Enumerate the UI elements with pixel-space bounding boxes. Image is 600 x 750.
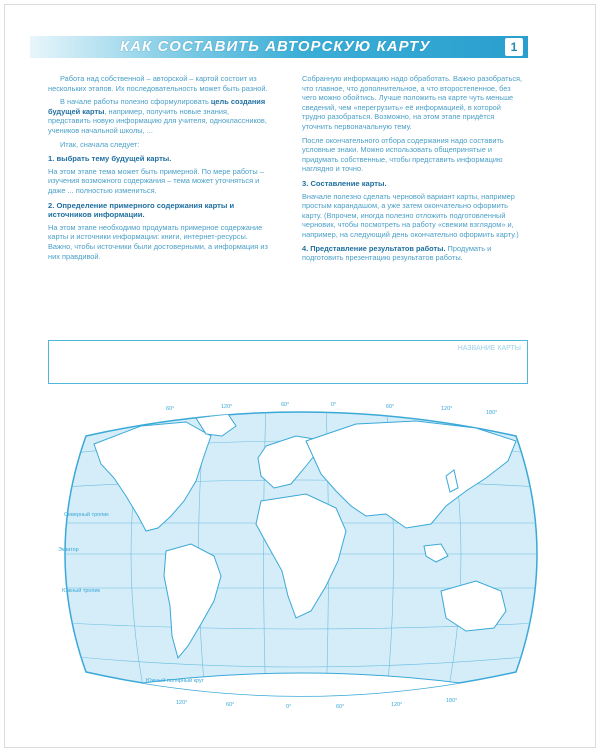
step3-text: Вначале полезно сделать черновой вариант карты, например простым карандашом, а уже затем окончательно оформить карту. (Впрочем, иногда полезно отложить подготовленный черновик, чтобы посмотреть на работу «свежим взглядом» и, например, на следующий день окончательно оформить карту.) [302,191,519,239]
bottom-label: 120° [176,700,188,706]
page-title: КАК СОСТАВИТЬ АВТОРСКУЮ КАРТУ [120,38,431,55]
top-label: 60° [386,404,395,410]
page-number: 1 [505,38,523,56]
top-label: 120° [221,404,233,410]
right-column [302,74,526,267]
bottom-label: 0° [286,704,292,710]
step1-heading: 1. выбрать тему будущей карты. [48,154,172,164]
bottom-label: 120° [391,702,403,708]
step2-text: На этом этапе необходимо продумать примерное содержание карты и источники информации: книги, интернет-ресурсы. Важно, чтобы источники были достоверными, а информация из них правдивой. [48,222,268,261]
top-label: 60° [166,406,175,412]
left-label: Экватор [58,547,79,553]
top-label: 180° [486,410,498,416]
step4-paragraph [302,244,526,263]
map-title-box[interactable] [48,340,528,384]
process-paragraph: Собранную информацию надо обработать. Важно разобраться, что главное, что дополнительное, а что второстепенное, без чего можно обойтись. Лучше положить на карте чуть меньше сведений, чем «перегрузить» её информацией, в которой трудно разобраться. Возможно, на этом этапе придётся уточнить первоначальную тему. [302,74,523,131]
top-label: 60° [281,402,290,408]
top-label: 0° [331,402,337,408]
world-map-svg [46,396,556,711]
world-map [46,396,556,711]
symbols-paragraph: После окончательного отбора содержания надо составить условные знаки. Можно использовать общепринятые и придумать собственные, чтобы представить информацию наглядно и точно. [302,135,504,174]
map-title-label: НАЗВАНИЕ КАРТЫ [457,345,521,352]
bottom-label: 60° [226,702,235,708]
goal-paragraph [48,97,272,135]
goal-text-a: В начале работы полезно сформулировать [60,97,211,107]
step3-heading: 3. Составление карты. [302,178,387,188]
step4-text: Продумать и подготовить презентацию результатов работы. [302,243,492,263]
bottom-label: 180° [446,698,458,704]
left-label: Южный тропик [62,588,100,594]
step2-heading: 2. Определение примерного содержания карты и источников информации. [48,200,235,220]
goal-text-b: , например, получить новые знания, представить новую информацию для учителя, одноклассников, учеников начальной школы, ... [48,106,267,135]
so-first-paragraph: Итак, сначала следует: [60,139,140,149]
left-label: Северный тропик [64,512,109,518]
left-column [48,74,272,265]
left-label: Южный полярный круг [146,678,204,684]
step1-text: На этом этапе тема может быть примерной. По мере работы – изучения возможного содержания – тема может уточняться и даже ... полностью измениться. [48,166,264,195]
step4-heading: 4. Представление результатов работы. [302,243,446,253]
goal-bold: цель создания будущей карты [48,97,266,116]
bottom-label: 60° [336,704,345,710]
top-label: 120° [441,406,453,412]
intro-paragraph: Работа над собственной – авторской – картой состоит из нескольких этапов. Их последовательность может быть разной. [48,74,268,93]
